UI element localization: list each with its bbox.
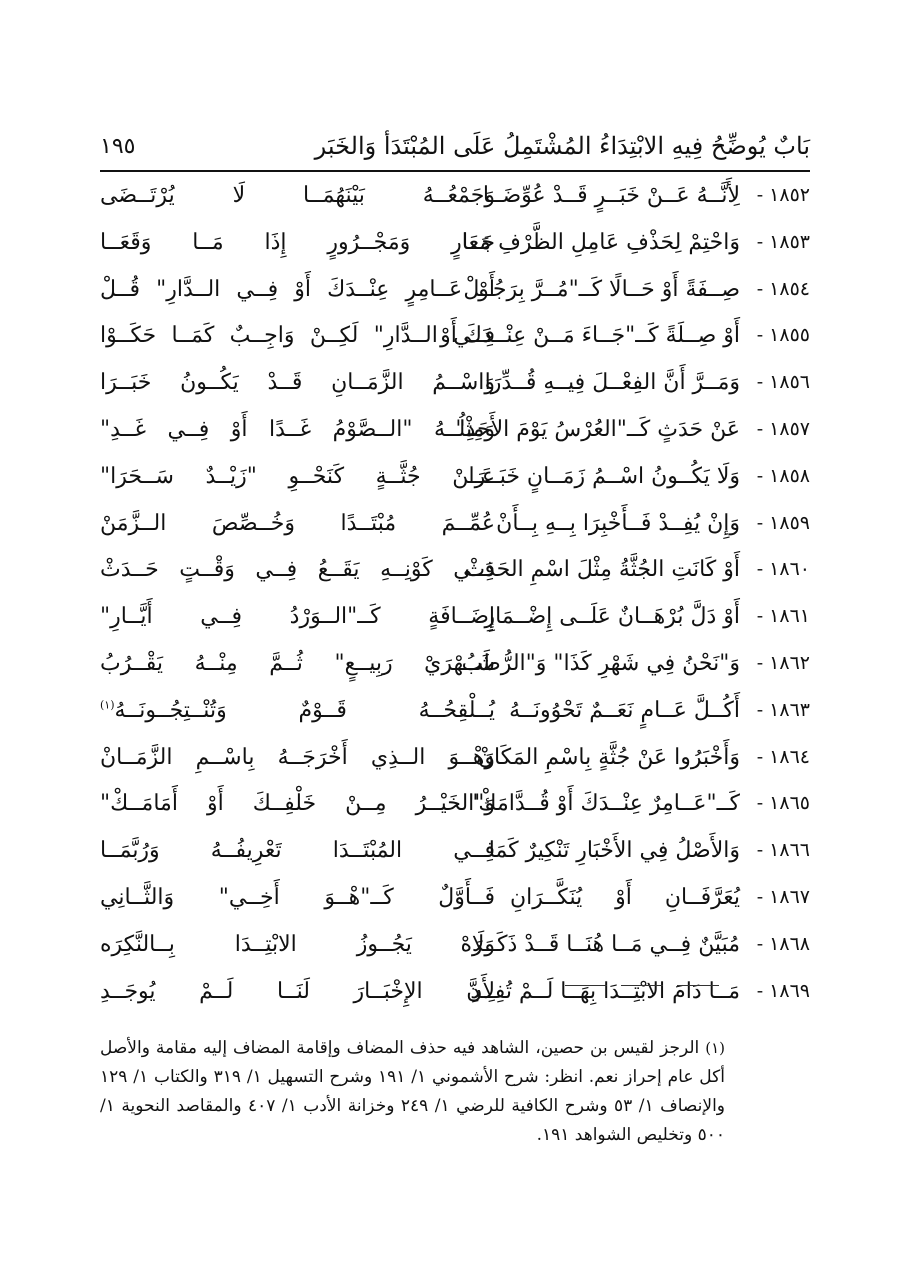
second-hemistich-text: عُمِّــمَ مُبْتَــدًا وَخُــصِّصَ الــزَّمَنْ [100,510,495,536]
second-hemistich [100,323,495,348]
second-hemistich-text: وَاسْــمُ الزَّمَــانِ قَــدْ يَكُــونُ خَبَــرَا [100,370,495,396]
first-hemistich: عَنْ حَدَثٍ كَــ"العُرْسُ يَوْمَ الأَحَدِ" [455,416,740,442]
second-hemistich [100,277,495,302]
first-hemistich: أَكُــلَّ عَــامٍ نَعَــمٌ تَحْوُونَــهُ [509,697,740,723]
second-hemistich [100,604,495,629]
second-hemistich-text: فِــي كَوْنِــهِ يَقَــعُ فِــي وَقْــتٍ حَــدَثْ [100,557,495,583]
verse-line [100,878,810,925]
first-hemistich: يُعَرَّفَــانِ أَوْ يُنَكَّــرَانِ [510,884,740,910]
second-hemistich-text: فَــأَوَّلٌ كَــ"هْــوَ أَخِــي" وَالثَّــانِي [100,884,495,910]
second-hemistich [100,230,495,255]
verse-number: ١٨٦٨ - [756,932,810,955]
verse-line [100,738,810,785]
second-hemistich [100,698,495,723]
footnote-marker: (١) [705,1039,726,1057]
second-hemistich-text: فِــي الــدَّارِ" لَكِــنْ وَاجِــبٌ كَمَــا حَكَــوْا [100,323,495,349]
second-hemistich [100,370,495,395]
footnote-text: الرجز لقيس بن حصين، الشاهد فيه حذف المضاف وإقامة المضاف إليه مقامة والأصل أكل عام إحراز نعم. انظر: شرح الأشموني ١/ ١٩١ وشرح التسهيل ١/ ٣١٩ والكتاب ١/ ١٢٩ والإنصاف ١/ ٥٣ وشرح الكافية للرضي ١/ ٢٤٩ وخزانة الأدب ١/ ٤٠٧ والمقاصد النحوية ١/ ٥٠٠ وتخليص الشواهد ١٩١. [100,1038,726,1145]
first-hemistich: وَأَخْبَرُوا عَنْ جُثَّةٍ بِاسْمِ المَكَانْ [477,744,740,770]
second-hemistich [100,791,495,816]
header-rule [100,170,810,172]
verse-line [100,597,810,644]
verse-number: ١٨٦٢ - [756,651,810,674]
verse-line [100,550,810,597]
second-hemistich-text: فِــي المُبْتَــدَا تَعْرِيفُــهُ وَرُبَّمَــا [100,838,495,864]
second-hemistich [100,417,495,442]
verse-number: ١٨٦٥ - [756,792,810,815]
verse-line [100,457,810,504]
first-hemistich: أَوْ صِــلَةً كَــ"جَــاءَ مَــنْ عِنْــدَكَ أَوْ [440,323,740,349]
verse-number: ١٨٥٩ - [756,511,810,534]
second-hemistich-text: وَ"الخَيْــرُ مِــنْ خَلْفِــكَ أَوْ أَمَامَــكْ" [100,791,495,817]
second-hemistich-text: عَــنْ جُثَّــةٍ كَنَحْــوِ "زَيْــدٌ سَــحَرَا" [100,463,495,489]
verse-line [100,223,810,270]
verse-number: ١٨٦٣ - [756,698,810,721]
second-hemistich-text: إِضَــافَةٍ كَــ"الــوَرْدُ فِــي أَيَّــارِ" [100,604,495,630]
chapter-title: بَابٌ يُوضِّحُ فِيهِ الابْتِدَاءُ المُشْتَمِلُ عَلَى المُبْتَدَأ وَالخَبَر [314,132,810,160]
verse-number: ١٨٥٧ - [756,417,810,440]
first-hemistich: لِأَنَّــهُ عَــنْ خَبَــرٍ قَــدْ عُوِّضَــا [482,183,740,208]
second-hemistich [100,511,495,536]
verse-number: ١٨٥٦ - [756,371,810,394]
footnote-separator [565,985,720,989]
verse-line [100,270,810,317]
verse-number: ١٨٥٨ - [756,464,810,487]
verse-number: ١٨٦٧ - [756,885,810,908]
first-hemistich: وَإِنْ يُفِــدْ فَــأَخْبِرَا بِــهِ بِــأَنْ [496,510,740,536]
second-hemistich [100,464,495,489]
first-hemistich: وَ"نَحْنُ فِي شَهْرِ كَذَا" وَ"الرُّطَبُ [461,650,740,676]
verse-line [100,363,810,410]
verse-number: ١٨٦٩ - [756,979,810,1002]
second-hemistich-text: جَــارٍ وَمَجْــرُورٍ إِذَا مَــا وَقَعَــا [100,229,495,255]
second-hemistich [100,838,495,863]
first-hemistich: أَوْ دَلَّ بُرْهَــانٌ عَلَــى إِضْــمَارِ [484,604,740,630]
footnote-reference: (١) [100,698,115,712]
second-hemistich [100,932,495,957]
second-hemistich [100,745,495,770]
second-hemistich-text: وَمِثْلُــهُ "الــصَّوْمُ غَــدًا أَوْ فِــي غَــدِ" [100,416,495,442]
verse-line [100,925,810,972]
verse-number: ١٨٦٤ - [756,745,810,768]
second-hemistich-text: وَلَا يَجُــوزُ الابْتِــدَا بِــالنَّكِرَه [100,931,495,957]
first-hemistich: وَمَــرَّ أَنَّ الفِعْــلَ فِيــهِ قُــدِّرَا [484,370,740,396]
second-hemistich [100,557,495,582]
first-hemistich: مَــا دَامَ الابْتِــدَا بِهَــا لَــمْ تُفِــدِ [470,978,740,1004]
second-hemistich-text: شَــهْرَيْ رَبِيــعٍ" ثُــمَّ مِنْــهُ يَقْــرُبُ [100,650,495,676]
verse-number: ١٨٥٢ - [756,184,810,206]
verse-number: ١٨٥٥ - [756,324,810,347]
second-hemistich [100,651,495,676]
first-hemistich: أَوْ كَانَتِ الجُثَّةُ مِثْلَ اسْمِ الحَدَثْ [464,557,740,583]
second-hemistich [100,979,495,1004]
first-hemistich: مُبَيَّنٌ فِــي مَــا هُنَــا قَــدْ ذَكَــرَهْ [460,931,740,957]
first-hemistich: وَالأَصْلُ فِي الأَخْبَارِ تَنْكِيرٌ كَمَا [488,838,740,864]
second-hemistich-text: وَهْــوَ الــذِي أَخْرَجَــهُ بِاسْــمِ الزَّمَــانْ [100,744,495,770]
verse-list [100,176,810,1018]
verse-line [100,784,810,831]
verse-line [100,972,810,1019]
verse-line [100,176,810,223]
verse-number: ١٨٦١ - [756,605,810,628]
verse-line [100,831,810,878]
second-hemistich-text: وَجَمْعُــهُ بَيْنَهُمَــا لَا يُرْتَــضَى [100,183,495,208]
first-hemistich: كَــ"عَــامِرٌ عِنْــدَكَ أَوْ قُــدَّامَكْ" [468,791,740,817]
second-hemistich-text: يُــلْقِحُــهُ قَــوْمٌ وَتُنْــتِجُــونَــهُ [114,697,495,723]
verse-line [100,691,810,738]
verse-line [100,644,810,691]
verse-line [100,410,810,457]
verse-number: ١٨٦٠ - [756,558,810,581]
first-hemistich: صِــفَةً أَوْ حَــالًا كَــ"مُــرَّ بِرَجُــلْ [463,276,740,302]
page-number: ١٩٥ [100,134,136,159]
verse-number: ١٨٥٣ - [756,230,810,253]
verse-line [100,504,810,551]
footnote [100,1034,725,1150]
first-hemistich: وَاحْتِمْ لِحَذْفِ عَامِلِ الظَّرْفِ مَعَا [461,229,740,255]
verse-number: ١٨٥٤ - [756,277,810,300]
first-hemistich: وَلَا يَكُــونُ اسْــمُ زَمَــانٍ خَبَــرَا [468,463,740,489]
second-hemistich-text: أَوْ عَــامِرٍ عِنْــدَكَ أَوْ فِــي الــدَّارِ" قُــلْ [100,276,495,302]
second-hemistich [100,885,495,910]
verse-number: ١٨٦٦ - [756,839,810,862]
running-header [100,128,810,168]
verse-line [100,316,810,363]
second-hemistich [100,183,495,208]
second-hemistich-text: لِأَنَّ الإِخْبَــارَ لَنَــا لَــمْ يُوجَــدِ [100,978,495,1004]
